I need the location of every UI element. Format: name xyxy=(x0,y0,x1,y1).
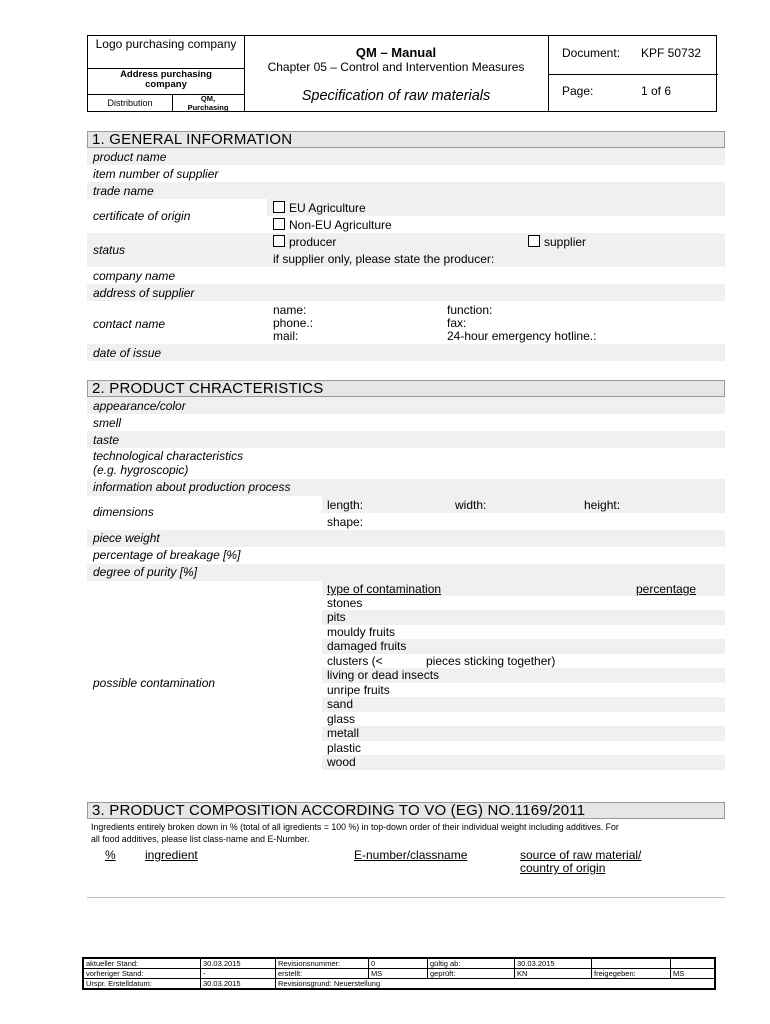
contact-mail-field[interactable]: mail: xyxy=(273,329,299,343)
contaminant-item: stones xyxy=(327,596,363,610)
hotline-field[interactable]: 24-hour emergency hotline.: xyxy=(447,329,597,343)
revision-footer xyxy=(82,957,716,990)
field-label: trade name xyxy=(93,184,154,198)
contaminant-item: damaged fruits xyxy=(327,639,407,653)
checkbox-icon[interactable] xyxy=(273,235,285,247)
supplier-note: if supplier only, please state the producer: xyxy=(273,252,495,266)
purity-row[interactable] xyxy=(87,564,725,581)
clusters-suffix: pieces sticking together) xyxy=(426,654,556,668)
contamination-row xyxy=(87,581,725,783)
contaminant-item: clusters (< xyxy=(327,654,383,668)
section-product-characteristics xyxy=(87,380,725,785)
length-field[interactable]: length: xyxy=(327,498,364,512)
field-label: item number of supplier xyxy=(93,167,219,181)
trade-name-row[interactable] xyxy=(87,182,725,199)
contaminant-item: pits xyxy=(327,610,346,624)
field-label: possible contamination xyxy=(93,676,216,690)
field-label: company name xyxy=(93,269,176,283)
footer-row: vorheriger Stand: - erstellt: MS geprüft: KN freigegeben: MS xyxy=(84,969,715,979)
page-label: Page: xyxy=(562,84,594,98)
date-of-issue-row[interactable] xyxy=(87,344,725,361)
checkbox-icon[interactable] xyxy=(528,235,540,247)
logo-placeholder: Logo purchasing company xyxy=(95,37,237,51)
contaminant-item: living or dead insects xyxy=(327,668,440,682)
production-process-row[interactable] xyxy=(87,479,725,496)
taste-row[interactable] xyxy=(87,431,725,448)
field-label: percentage of breakage [%] xyxy=(93,548,241,562)
contaminant-item: plastic xyxy=(327,741,362,755)
col-enumber: E-number/classname xyxy=(354,848,468,862)
field-label: dimensions xyxy=(93,505,154,519)
contact-row xyxy=(87,301,725,344)
field-label: technological characteristics xyxy=(93,449,244,463)
distribution-label: Distribution xyxy=(107,98,153,108)
checkbox-icon[interactable] xyxy=(273,201,285,213)
document-subtitle: Specification of raw materials xyxy=(301,88,491,104)
contaminant-item: mouldy fruits xyxy=(327,625,396,639)
field-label: product name xyxy=(93,150,167,164)
field-label: contact name xyxy=(93,317,166,331)
section-general-information xyxy=(87,131,725,363)
width-field[interactable]: width: xyxy=(455,498,487,512)
contact-fax-field[interactable]: fax: xyxy=(447,316,467,330)
page-title: QM – Manual xyxy=(355,45,437,60)
document-label: Document: xyxy=(562,46,621,60)
field-label: status xyxy=(93,243,126,257)
contact-function-field[interactable]: function: xyxy=(447,303,493,317)
company-name-row[interactable] xyxy=(87,267,725,284)
contaminant-item: sand xyxy=(327,697,354,711)
field-label: certificate of origin xyxy=(93,209,191,223)
page-number: 1 of 6 xyxy=(641,84,672,98)
col-country: country of origin xyxy=(520,861,606,875)
contact-phone-field[interactable]: phone.: xyxy=(273,316,314,330)
distribution-value: QM, Purchasing xyxy=(187,94,229,112)
footer-row: aktueller Stand: 30.03.2015 Revisionsnummer: 0 gültig ab: 30.03.2015 xyxy=(84,959,715,969)
piece-weight-row[interactable] xyxy=(87,530,725,547)
height-field[interactable]: height: xyxy=(584,498,621,512)
technological-row[interactable] xyxy=(87,448,725,479)
section-title: 1. GENERAL INFORMATION xyxy=(87,131,725,148)
dimensions-row xyxy=(87,496,725,530)
document-number: KPF 50732 xyxy=(641,46,702,60)
composition-note: Ingredients entirely broken down in % (total of all igredients = 100 %) in top-down order of their individual weight including additives. For xyxy=(91,822,619,832)
contaminant-item: wood xyxy=(327,755,356,769)
field-label: (e.g. hygroscopic) xyxy=(93,463,189,477)
composition-note: all food additives, please list class-name and E-Number. xyxy=(91,834,310,844)
col-source: source of raw material/ xyxy=(520,848,642,862)
col-ingredient: ingredient xyxy=(145,848,198,862)
contact-name-field[interactable]: name: xyxy=(273,303,307,317)
supplier-option[interactable]: supplier xyxy=(528,235,586,249)
field-label: appearance/color xyxy=(93,399,186,413)
footer-row: Urspr. Erstelldatum: 30.03.2015 Revisionsgrund: Neuerstellung xyxy=(84,979,715,989)
contaminant-item: metall xyxy=(327,726,360,740)
section-title: 3. PRODUCT COMPOSITION ACCORDING TO VO (EG) NO.1169/2011 xyxy=(87,802,725,819)
checkbox-icon[interactable] xyxy=(273,218,285,230)
producer-option[interactable]: producer xyxy=(273,235,336,249)
col-percent: % xyxy=(105,848,116,862)
smell-row[interactable] xyxy=(87,414,725,431)
section-product-composition xyxy=(87,802,725,899)
section-title: 2. PRODUCT CHRACTERISTICS xyxy=(87,380,725,397)
field-label: address of supplier xyxy=(93,286,195,300)
eu-agriculture-option[interactable]: EU Agriculture xyxy=(273,201,366,215)
breakage-row[interactable] xyxy=(87,547,725,564)
status-row xyxy=(87,233,725,267)
contaminant-item: glass xyxy=(327,712,356,726)
field-label: date of issue xyxy=(93,346,162,360)
field-label: piece weight xyxy=(93,531,160,545)
certificate-row xyxy=(87,199,725,233)
field-label: smell xyxy=(93,416,122,430)
field-label: degree of purity [%] xyxy=(93,565,198,579)
appearance-row[interactable] xyxy=(87,397,725,414)
contaminant-item: unripe fruits xyxy=(327,683,390,697)
field-label: taste xyxy=(93,433,120,447)
document-header xyxy=(87,35,717,112)
non-eu-agriculture-option[interactable]: Non-EU Agriculture xyxy=(273,218,392,232)
address-placeholder: Address purchasing company xyxy=(120,69,212,90)
address-supplier-row[interactable] xyxy=(87,284,725,301)
product-name-row[interactable] xyxy=(87,148,725,165)
item-number-row[interactable] xyxy=(87,165,725,182)
field-label: information about production process xyxy=(93,480,291,494)
contamination-type-header: type of contamination xyxy=(327,582,442,596)
chapter-title: Chapter 05 – Control and Intervention Measures xyxy=(267,60,525,74)
percentage-header: percentage xyxy=(636,582,697,596)
shape-field[interactable]: shape: xyxy=(327,515,364,529)
